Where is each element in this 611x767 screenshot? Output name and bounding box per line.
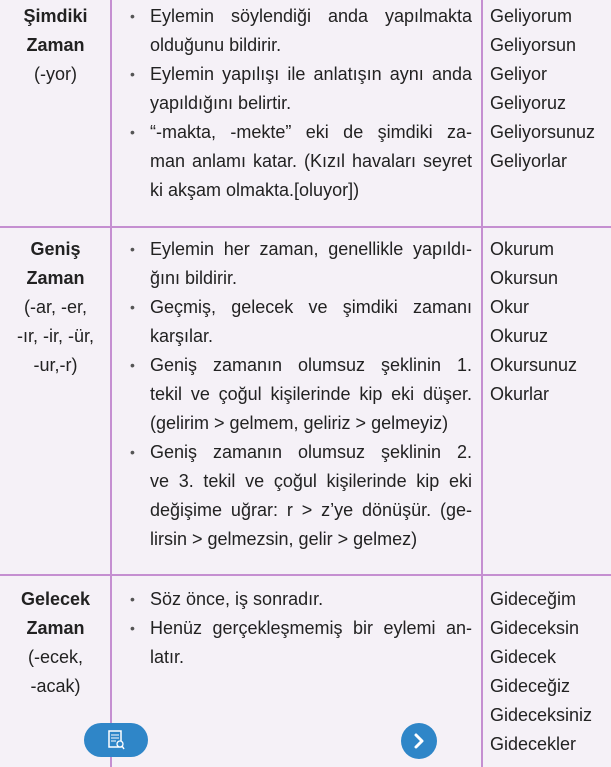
conjugation: Okurum xyxy=(490,239,555,259)
conjugation: Okurlar xyxy=(490,384,550,404)
bullet-line: • Geçmiş, gelecek ve şimdiki zamanı xyxy=(150,297,472,317)
conjugation: Geliyorum xyxy=(490,6,573,26)
conjugation: Geliyor xyxy=(490,64,548,84)
bullet-item xyxy=(128,585,472,614)
document-search-icon xyxy=(106,729,126,751)
conjugation-cell xyxy=(490,585,592,759)
column-divider xyxy=(481,0,483,767)
conjugation-cell xyxy=(490,2,595,176)
bullet-line: • Söz önce, iş sonradır. xyxy=(150,589,324,609)
conjugation: Okur xyxy=(490,297,530,317)
tense-name: Gelecek xyxy=(20,589,91,609)
conjugation: Geliyoruz xyxy=(490,93,567,113)
tense-name-cell xyxy=(0,2,111,89)
row-divider xyxy=(0,226,611,228)
bullet-line: man anlamı katar. (Kızıl havaları seyret xyxy=(150,151,472,171)
tense-name-cell xyxy=(0,235,111,380)
description-cell xyxy=(128,235,472,554)
tense-suffix: -ır, -ir, -ür, xyxy=(16,326,94,346)
tense-name: Geniş xyxy=(30,239,81,259)
bullet-line: • Henüz gerçekleşmemiş bir eylemi an- xyxy=(150,618,472,638)
bullet-line: • Eylemin her zaman, genellikle yapıldı- xyxy=(150,239,472,259)
bullet-line: lirsin > gelmezsin, gelir > gelmez) xyxy=(150,529,418,549)
bullet-line: yapıldığını belirtir. xyxy=(150,93,292,113)
conjugation: Okursunuz xyxy=(490,355,578,375)
bullet-line: karşılar. xyxy=(150,326,214,346)
bullet-line: ki akşam olmakta.[oluyor]) xyxy=(150,180,360,200)
bullet-item xyxy=(128,351,472,438)
tense-suffix: -acak) xyxy=(30,676,81,696)
conjugation: Gidecek xyxy=(490,647,557,667)
bullet-line: • “-makta, -mekte” eki de şimdiki za- xyxy=(150,122,472,142)
bullet-item xyxy=(128,2,472,60)
bullet-item xyxy=(128,60,472,118)
conjugation-cell xyxy=(490,235,577,409)
description-cell xyxy=(128,585,472,672)
bullet-line: tekil ve çoğul kişilerinde kip eki düşer. xyxy=(150,384,472,404)
bullet-line: olduğunu bildirir. xyxy=(150,35,282,55)
tense-name: Şimdiki xyxy=(23,6,88,26)
conjugation: Gideceğim xyxy=(490,589,577,609)
conjugation: Okursun xyxy=(490,268,559,288)
bullet-line: • Geniş zamanın olumsuz şeklinin 2. xyxy=(150,442,472,462)
next-page-button[interactable] xyxy=(401,723,437,759)
bullet-line: • Geniş zamanın olumsuz şeklinin 1. xyxy=(150,355,472,375)
tense-suffix: (-yor) xyxy=(34,64,77,84)
tense-suffix: -ur,-r) xyxy=(33,355,78,375)
conjugation: Geliyorlar xyxy=(490,151,568,171)
bullet-item xyxy=(128,438,472,554)
tense-suffix: (-ar, -er, xyxy=(23,297,87,317)
bullet-line: ğını bildirir. xyxy=(150,268,238,288)
tense-name-cell xyxy=(0,585,111,701)
bullet-item xyxy=(128,118,472,205)
row-divider xyxy=(0,574,611,576)
document-search-button[interactable] xyxy=(84,723,148,757)
conjugation: Gideceksin xyxy=(490,618,580,638)
tense-name: Zaman xyxy=(26,618,85,638)
conjugation: Gideceğiz xyxy=(490,676,571,696)
conjugation: Geliyorsunuz xyxy=(490,122,596,142)
conjugation: Okuruz xyxy=(490,326,549,346)
bullet-line: (gelirim > gelmem, geliriz > gelmeyiz) xyxy=(150,413,449,433)
conjugation: Gidecekler xyxy=(490,734,577,754)
bullet-item xyxy=(128,235,472,293)
bullet-line: latır. xyxy=(150,647,185,667)
bullet-line: değişime uğrar: r > z’ye dönüşür. (ge- xyxy=(150,500,472,520)
tense-name: Zaman xyxy=(26,35,85,55)
chevron-right-icon xyxy=(410,732,428,750)
conjugation: Gideceksiniz xyxy=(490,705,593,725)
conjugation: Geliyorsun xyxy=(490,35,577,55)
description-cell xyxy=(128,2,472,205)
bullet-line: ve 3. tekil ve çoğul kişilerinde kip eki xyxy=(150,471,472,491)
tense-suffix: (-ecek, xyxy=(27,647,83,667)
tense-name: Zaman xyxy=(26,268,85,288)
bullet-item xyxy=(128,614,472,672)
bullet-line: • Eylemin yapılışı ile anlatışın aynı anda xyxy=(150,64,472,84)
bullet-item xyxy=(128,293,472,351)
bullet-line: • Eylemin söylendiği anda yapılmakta xyxy=(150,6,472,26)
